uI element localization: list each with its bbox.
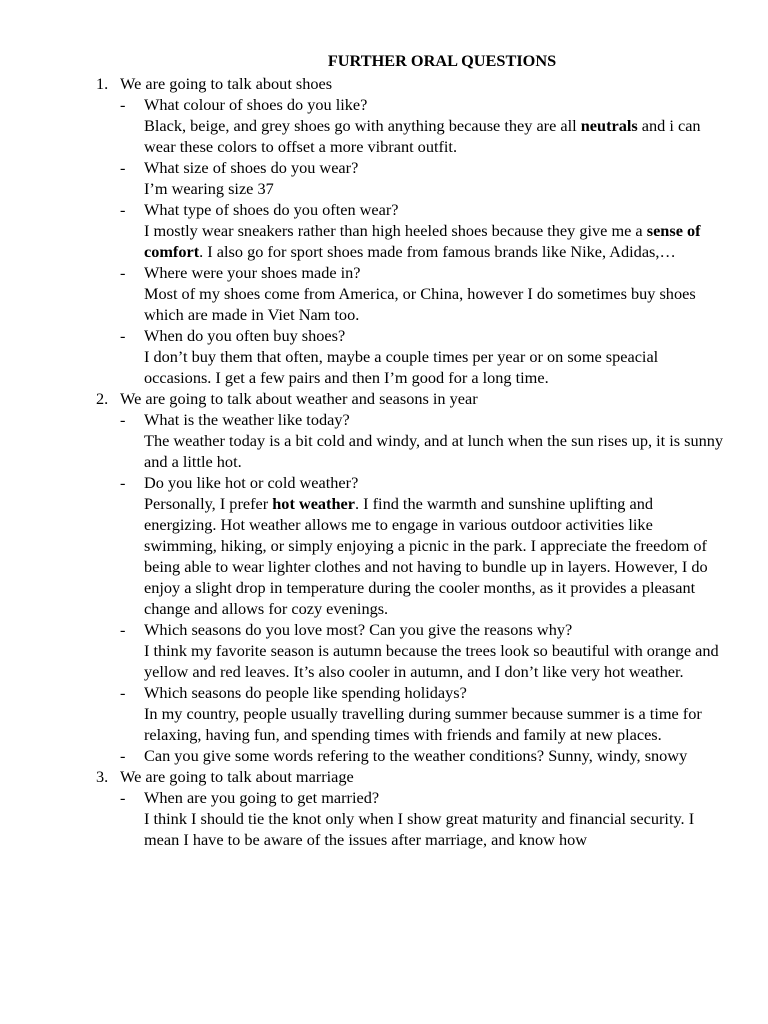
answer-text: Personally, I prefer hot weather. I find the warmth and sunshine uplifting and energizing. Hot weather allows me to engage in various outdoor activities like swimming, hiking, or simply enjoying a picnic in the park. I appreciate the freedom of being able to wear lighter clothes and not having to bundle up in layers. However, I do enjoy a slight drop in temperature during the cooler months, as it provides a pleasant change and allows for cozy evenings. — [144, 494, 708, 618]
question-text: Which seasons do you love most? Can you give the reasons why? — [144, 620, 573, 639]
answer-emphasis: sense of comfort — [144, 221, 701, 261]
section-weather — [96, 388, 728, 766]
answer-text: Black, beige, and grey shoes go with anything because they are all neutrals and i can wear these colors to offset a more vibrant outfit. — [144, 116, 701, 156]
question-item — [96, 745, 728, 766]
answer-text: I mostly wear sneakers rather than high heeled shoes because they give me a sense of comfort. I also go for sport shoes made from famous brands like Nike, Adidas,… — [144, 221, 701, 261]
answer-text: I don’t buy them that often, maybe a couple times per year or on some speacial occasions. I get a few pairs and then I’m good for a long time. — [144, 347, 659, 387]
section-number: 2. — [96, 389, 109, 408]
answer-text: In my country, people usually travelling during summer because summer is a time for relaxing, having fun, and spending times with friends and family at new places. — [144, 704, 702, 744]
dash-bullet: - — [120, 473, 126, 492]
dash-bullet: - — [120, 620, 126, 639]
question-text: Can you give some words refering to the weather conditions? Sunny, windy, snowy — [144, 746, 688, 765]
answer-emphasis: neutrals — [580, 116, 638, 135]
document-title: FURTHER ORAL QUESTIONS — [327, 51, 557, 70]
question-text: What is the weather like today? — [144, 410, 350, 429]
dash-bullet: - — [120, 410, 126, 429]
question-text: What colour of shoes do you like? — [144, 95, 368, 114]
answer-text: I’m wearing size 37 — [144, 179, 274, 198]
dash-bullet: - — [120, 158, 126, 177]
section-heading-text: We are going to talk about shoes — [120, 74, 333, 93]
question-item — [96, 325, 728, 346]
dash-bullet: - — [120, 200, 126, 219]
question-text: What type of shoes do you often wear? — [144, 200, 399, 219]
section-heading-text: We are going to talk about weather and seasons in year — [120, 389, 478, 408]
section-heading — [96, 73, 728, 94]
dash-bullet: - — [120, 263, 126, 282]
question-text: When are you going to get married? — [144, 788, 380, 807]
question-item — [96, 94, 728, 115]
answer-text: I think my favorite season is autumn because the trees look so beautiful with orange and yellow and red leaves. It’s also cooler in autumn, and I don’t like very hot weather. — [144, 641, 719, 681]
section-heading — [96, 766, 728, 787]
question-item — [96, 199, 728, 220]
question-item — [96, 619, 728, 640]
question-item — [96, 157, 728, 178]
section-heading-text: We are going to talk about marriage — [120, 767, 354, 786]
question-text: When do you often buy shoes? — [144, 326, 346, 345]
dash-bullet: - — [120, 746, 126, 765]
dash-bullet: - — [120, 326, 126, 345]
question-item — [96, 409, 728, 430]
section-shoes — [96, 73, 728, 388]
section-heading — [96, 388, 728, 409]
question-item — [96, 262, 728, 283]
answer-text: The weather today is a bit cold and windy, and at lunch when the sun rises up, it is sunny and a little hot. — [144, 431, 724, 471]
question-text: Do you like hot or cold weather? — [144, 473, 359, 492]
dash-bullet: - — [120, 683, 126, 702]
question-item — [96, 682, 728, 703]
question-text: Where were your shoes made in? — [144, 263, 361, 282]
answer-text: Most of my shoes come from America, or China, however I do sometimes buy shoes which are made in Viet Nam too. — [144, 284, 696, 324]
answer-text: I think I should tie the knot only when I show great maturity and financial security. I mean I have to be aware of the issues after marriage, and know how — [144, 809, 695, 849]
section-marriage — [96, 766, 728, 850]
dash-bullet: - — [120, 95, 126, 114]
question-item — [96, 787, 728, 808]
section-number: 1. — [96, 74, 109, 93]
question-text: What size of shoes do you wear? — [144, 158, 359, 177]
question-item — [96, 472, 728, 493]
question-text: Which seasons do people like spending holidays? — [144, 683, 467, 702]
answer-emphasis: hot weather — [272, 494, 355, 513]
section-number: 3. — [96, 767, 109, 786]
dash-bullet: - — [120, 788, 126, 807]
